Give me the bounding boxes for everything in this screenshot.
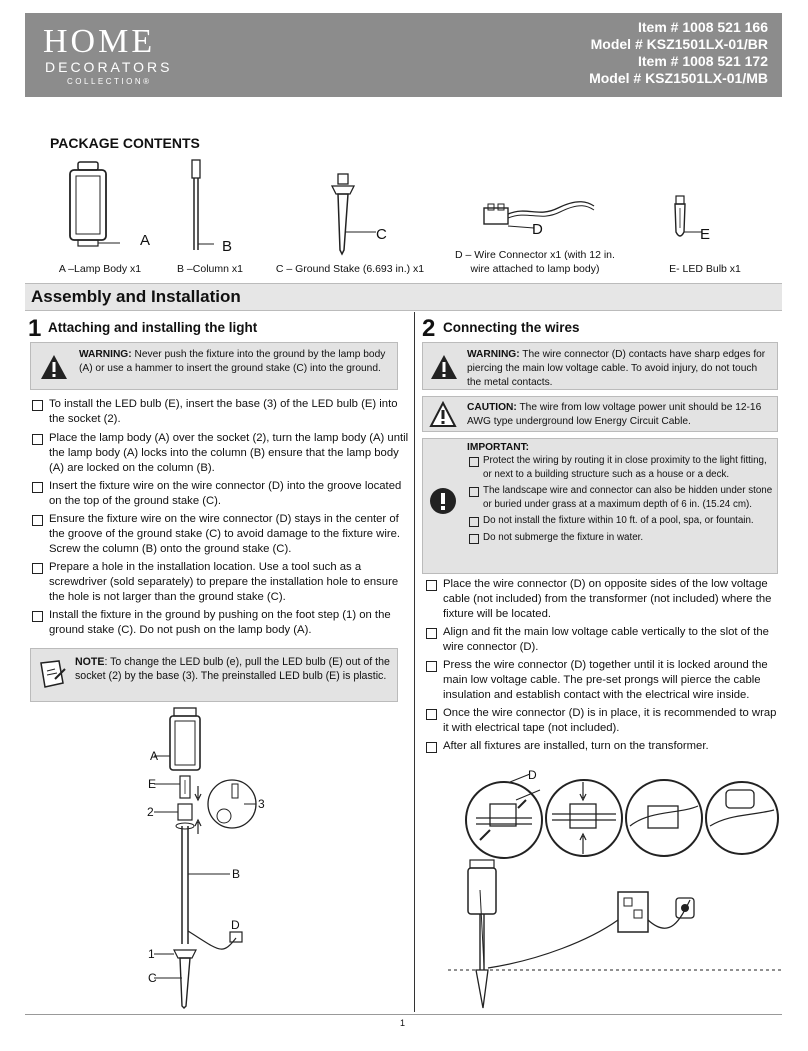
note-icon	[37, 659, 67, 691]
header-banner	[25, 13, 782, 97]
diagram-label-a: A	[150, 749, 159, 763]
step-1-warning-label: WARNING:	[79, 349, 132, 360]
step-2-wiring-diagram	[440, 770, 782, 1010]
item-number-1: Item # 1008 521 166	[638, 19, 768, 35]
model-info	[589, 19, 768, 87]
list-item: To install the LED bulb (E), insert the base (3) of the LED bulb (E) into the socket (2).	[30, 397, 410, 427]
package-contents-title: PACKAGE CONTENTS	[50, 135, 200, 151]
caption-d-line2: wire attached to lamp body)	[470, 263, 600, 275]
important-icon	[429, 487, 457, 515]
list-item: Prepare a hole in the installation location. Use a tool such as a screwdriver (sold separately) to prepare the installation hole to ensure the hole is not larger than the ground stake (C).	[30, 560, 410, 605]
brand-logo-home: HOME	[43, 23, 156, 60]
ground-stake-illustration	[320, 172, 380, 258]
diagram-label-e: E	[148, 777, 157, 791]
brand-logo-collection: COLLECTION®	[67, 77, 152, 86]
step-1-assembly-diagram	[140, 706, 410, 1011]
list-item: Do not install the fixture within 10 ft. of a pool, spa, or fountain.	[467, 514, 777, 528]
step-2-important-box	[422, 438, 778, 574]
step-2-warning-label: WARNING:	[467, 349, 520, 360]
step-2-important-list	[467, 454, 777, 544]
assembly-title: Assembly and Installation	[31, 287, 241, 306]
list-item: Do not submerge the fixture in water.	[467, 531, 777, 545]
list-item: After all fixtures are installed, turn on the transformer.	[424, 739, 784, 754]
step-2-caution-body: The wire from low voltage power unit should be 12-16 AWG type underground low Energy Circuit Cable.	[467, 402, 762, 427]
label-b: B	[222, 238, 233, 255]
list-item: Place the lamp body (A) over the socket (2), turn the lamp body (A) until the lamp body (A) locks into the column (B) ensure that the lamp body (A) are locked on the column (B).	[30, 431, 410, 476]
model-number-2: Model # KSZ1501LX-01/MB	[589, 70, 768, 86]
label-d: D	[532, 221, 543, 238]
label-e: E	[700, 226, 711, 243]
list-item: Align and fit the main low voltage cable vertically to the slot of the wire connector (D).	[424, 625, 784, 655]
diagram-label-b: B	[232, 867, 241, 881]
caution-icon	[429, 401, 457, 429]
warning-icon	[429, 353, 459, 381]
caption-a: A –Lamp Body x1	[58, 263, 142, 275]
step-2-instruction-list	[424, 577, 784, 754]
item-number-2: Item # 1008 521 172	[638, 53, 768, 69]
step-2-caution-text	[467, 401, 773, 429]
assembly-section-bar	[25, 283, 782, 311]
caption-b: B –Column x1	[177, 263, 243, 275]
list-item: Ensure the fixture wire on the wire connector (D) stays in the center of the groove of the ground stake (C) to avoid damage to the fixture wire. Screw the column (B) onto the ground stake (C).	[30, 512, 410, 557]
step-2-important-label: IMPORTANT:	[467, 442, 530, 453]
list-item: The landscape wire and connector can also be hidden under stone or buried under grass at a maximum depth of 6 in. (15.24 cm).	[467, 484, 777, 511]
brand-logo-decorators: DECORATORS	[45, 59, 173, 75]
list-item: Place the wire connector (D) on opposite sides of the low voltage cable (not included) from the transformer (not included) where the fixture will be located.	[424, 577, 784, 622]
step-1-note-box	[30, 648, 398, 702]
diagram-label-d-step2: D	[528, 768, 537, 782]
diagram-label-3: 3	[258, 797, 265, 811]
page-number: 1	[400, 1018, 406, 1028]
step-1-title: Attaching and installing the light	[48, 320, 258, 335]
model-number-1: Model # KSZ1501LX-01/BR	[590, 36, 768, 52]
caption-c: C – Ground Stake (6.693 in.) x1	[275, 263, 425, 275]
list-item: Press the wire connector (D) together until it is locked around the main low voltage cable. The pre-set prongs will pierce the cable insulation and establish contact with the electrical wire inside.	[424, 658, 784, 703]
column-divider	[414, 312, 415, 1012]
list-item: Protect the wiring by routing it in close proximity to the light fitting, or next to a building structure such as a house or a deck.	[467, 454, 777, 481]
step-2-warning-text	[467, 348, 773, 390]
step-1-note-text	[75, 655, 393, 683]
diagram-label-d: D	[231, 918, 240, 932]
label-c: C	[376, 226, 387, 243]
column-illustration	[186, 158, 216, 254]
label-a: A	[140, 232, 151, 249]
diagram-label-2: 2	[147, 805, 154, 819]
step-1-note-body: : To change the LED bulb (e), pull the LED bulb (E) out of the socket (2) by the base (3). The preinstalled LED bulb (E) is plastic.	[75, 656, 390, 682]
list-item: Insert the fixture wire on the wire connector (D) into the groove located on the top of the ground stake (C).	[30, 479, 410, 509]
step-2-warning-body: The wire connector (D) contacts have sharp edges for piercing the main low voltage cable. To avoid injury, do not touch the metal contacts.	[467, 349, 766, 388]
list-item: Once the wire connector (D) is in place, it is recommended to wrap it with electrical tape (not included).	[424, 706, 784, 736]
step-1-warning-body: Never push the fixture into the ground by the lamp body (A) or use a hammer to insert the ground stake (C) into the ground.	[79, 349, 386, 374]
warning-icon	[39, 353, 69, 381]
step-2-number: 2	[422, 315, 436, 342]
step-1-warning-box	[30, 342, 398, 390]
step-1-number: 1	[28, 315, 42, 342]
step-1-instruction-list	[30, 397, 410, 638]
lamp-body-illustration	[64, 160, 124, 250]
caption-d-line1: D – Wire Connector x1 (with 12 in.	[455, 249, 615, 261]
step-1-warning-text	[79, 348, 391, 376]
list-item: Install the fixture in the ground by pushing on the foot step (1) on the ground stake (C). Do not push on the lamp body (A).	[30, 608, 410, 638]
step-2-warning-box	[422, 342, 778, 390]
diagram-label-1: 1	[148, 947, 155, 961]
step-2-caution-box	[422, 396, 778, 432]
footer-rule	[25, 1014, 782, 1015]
diagram-label-c: C	[148, 971, 157, 985]
caption-e: E- LED Bulb x1	[669, 263, 741, 275]
step-2-caution-label: CAUTION:	[467, 402, 517, 413]
step-2-title: Connecting the wires	[443, 320, 580, 335]
caption-d	[440, 248, 630, 276]
step-1-note-label: NOTE	[75, 656, 105, 668]
